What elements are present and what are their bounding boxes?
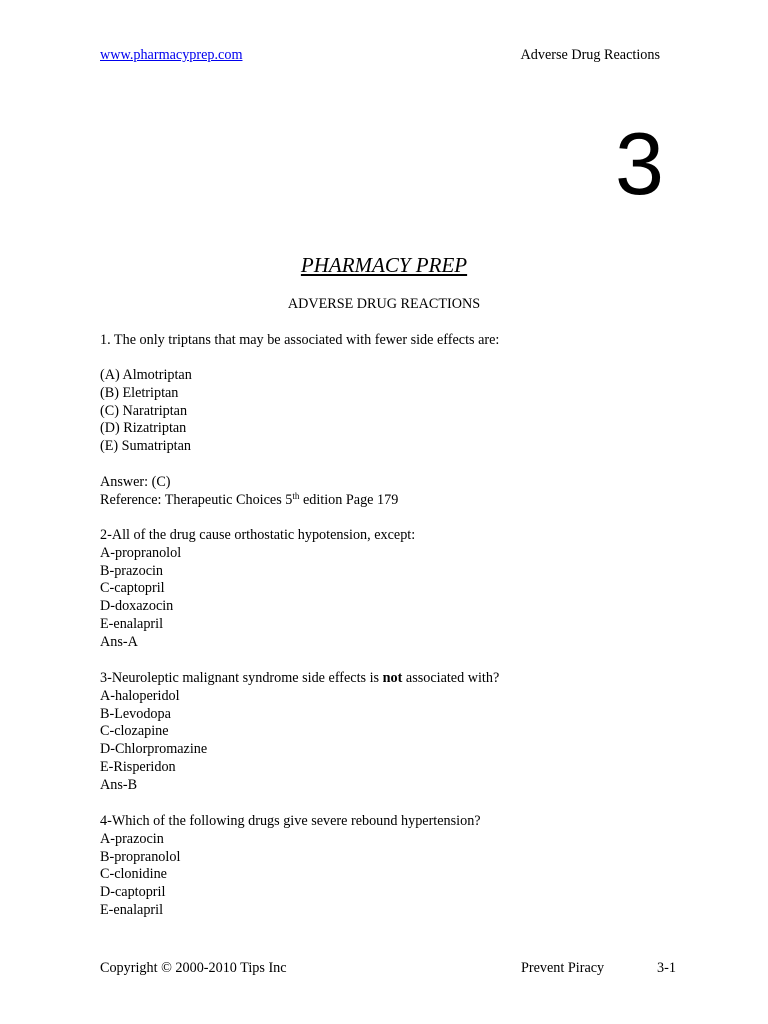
option-item: C-clonidine (100, 866, 167, 883)
option-item: D-Chlorpromazine (100, 741, 208, 758)
question-1-answer-block (100, 474, 398, 510)
question-3 (100, 670, 499, 795)
document-title: PHARMACY PREP (300, 253, 468, 277)
chapter-number: 3 (615, 114, 664, 213)
answer-text: Ans-B (100, 776, 138, 793)
question-2 (100, 527, 415, 652)
question-3-emphasis: not (382, 670, 403, 686)
question-1-text: 1. The only triptans that may be associated with fewer side effects are: (100, 332, 500, 348)
footer-notice: Prevent Piracy (521, 960, 605, 976)
option-item: E-enalapril (100, 615, 164, 632)
question-1-options (100, 367, 192, 456)
footer-copyright: Copyright © 2000-2010 Tips Inc (100, 960, 287, 976)
page-number: 3-1 (657, 960, 676, 976)
question-3-suffix: associated with? (402, 670, 500, 686)
option-item: A-propranolol (100, 544, 182, 561)
option-item: B-prazocin (100, 562, 164, 579)
question-3-prefix: 3-Neuroleptic malignant syndrome side effects is (100, 670, 383, 686)
answer-text: Ans-A (100, 633, 138, 650)
option-item: D-doxazocin (100, 598, 174, 615)
question-2-text: 2-All of the drug cause orthostatic hypotension, except: (100, 527, 416, 543)
reference-suffix: edition Page 179 (299, 491, 399, 508)
option-item: (E) Sumatriptan (100, 438, 192, 455)
document-subtitle: ADVERSE DRUG REACTIONS (287, 296, 481, 312)
question-1 (100, 332, 499, 350)
option-item: (D) Rizatriptan (100, 420, 187, 437)
option-item: (B) Eletriptan (100, 384, 179, 401)
option-item: (C) Naratriptan (100, 402, 188, 419)
option-item: C-captopril (100, 580, 165, 597)
reference-text (100, 492, 398, 510)
option-item: A-haloperidol (100, 687, 180, 704)
option-item: A-prazocin (100, 830, 164, 847)
running-header-title: Adverse Drug Reactions (520, 47, 660, 63)
option-item: E-enalapril (100, 901, 164, 918)
reference-superscript: th (292, 490, 300, 501)
option-item: (A) Almotriptan (100, 367, 192, 383)
question-4-text: 4-Which of the following drugs give severe rebound hypertension? (100, 813, 481, 829)
option-item: C-clozapine (100, 723, 169, 740)
answer-text: Answer: (C) (100, 474, 171, 490)
question-3-text (100, 670, 499, 688)
option-item: D-captopril (100, 884, 166, 901)
option-item: B-propranolol (100, 848, 181, 865)
option-item: E-Risperidon (100, 758, 176, 775)
option-item: B-Levodopa (100, 705, 171, 722)
site-link[interactable]: www.pharmacyprep.com (100, 47, 243, 63)
question-4 (100, 813, 481, 920)
reference-prefix: Reference: Therapeutic Choices 5 (100, 491, 293, 508)
